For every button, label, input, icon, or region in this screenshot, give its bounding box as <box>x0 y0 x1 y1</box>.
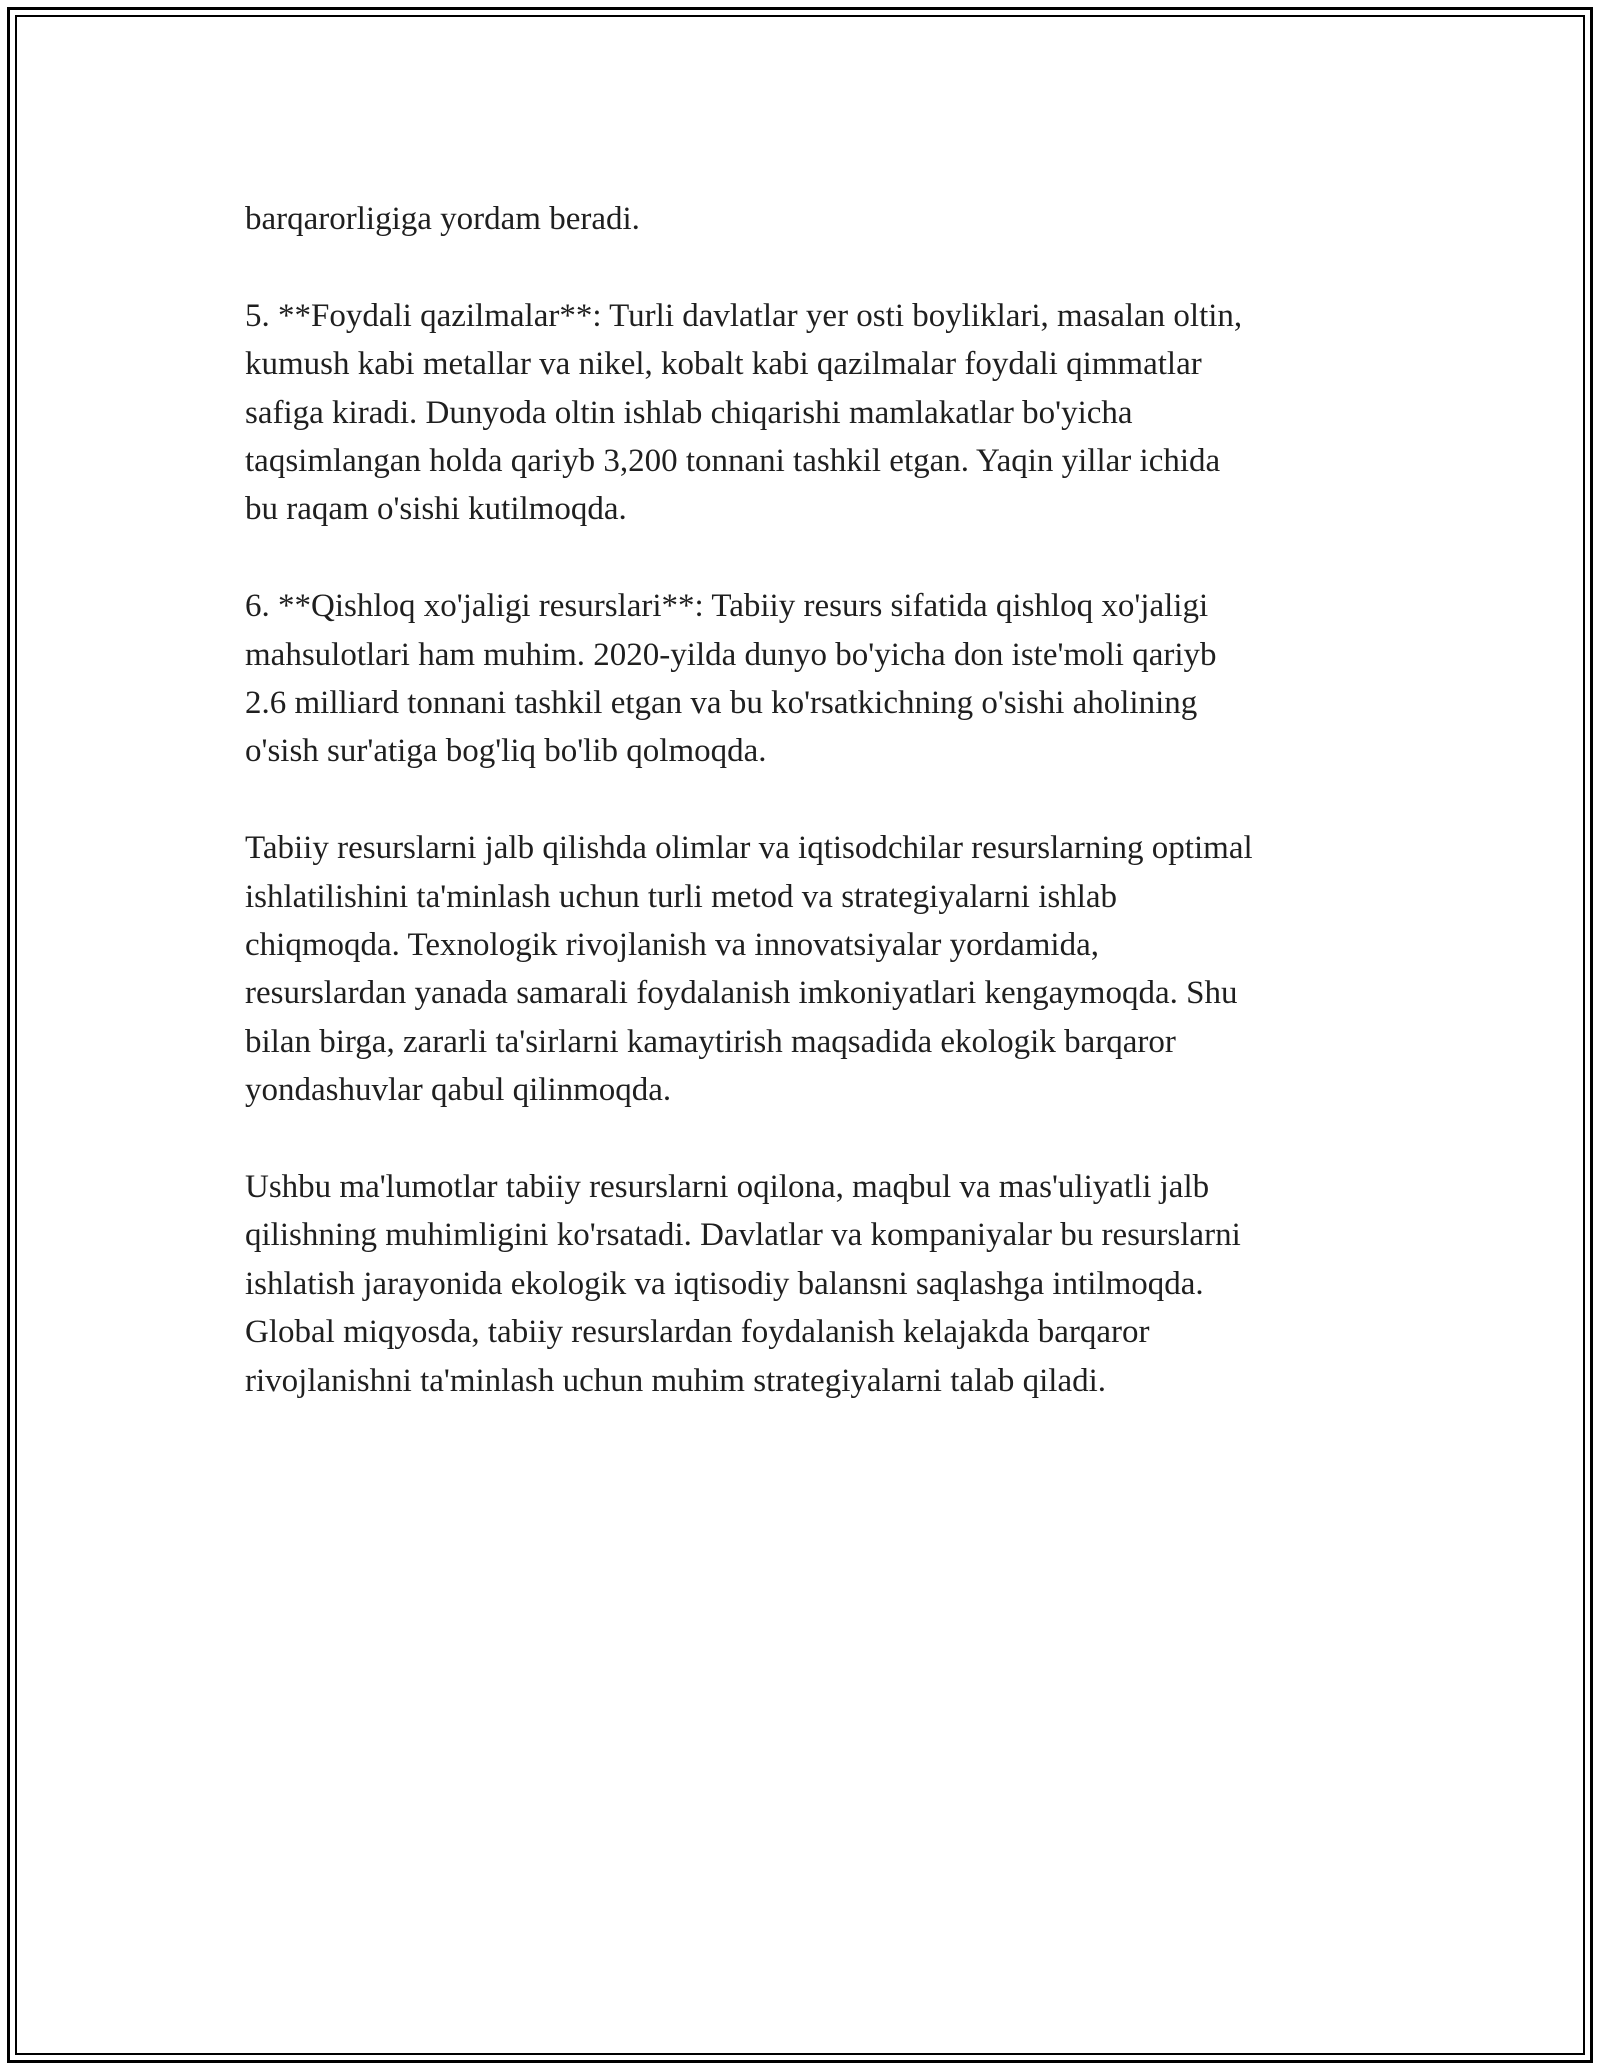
text-line: 5. **Foydali qazilmalar**: Turli davlatlar yer osti boyliklari, masalan oltin, <box>245 297 1243 334</box>
paragraph-mineral-resources <box>245 292 1385 534</box>
text-line: bu raqam o'sishi kutilmoqda. <box>245 491 627 528</box>
paragraph-conclusion <box>245 1163 1385 1405</box>
paragraph-resource-optimization <box>245 824 1385 1114</box>
text-line: yondashuvlar qabul qilinmoqda. <box>245 1072 672 1109</box>
text-line: rivojlanishni ta'minlash uchun muhim strategiyalarni talab qiladi. <box>245 1362 1107 1399</box>
text-line: 2.6 milliard tonnani tashkil etgan va bu ko'rsatkichning o'sishi aholining <box>245 685 1198 722</box>
paragraph-agricultural-resources <box>245 582 1385 776</box>
text-line: bilan birga, zararli ta'sirlarni kamaytirish maqsadida ekologik barqaror <box>245 1023 1176 1060</box>
text-line: Tabiiy resurslarni jalb qilishda olimlar va iqtisodchilar resurslarning optimal <box>245 830 1253 867</box>
text-line: Ushbu ma'lumotlar tabiiy resurslarni oqilona, maqbul va mas'uliyatli jalb <box>245 1169 1210 1206</box>
text-line: ishlatilishini ta'minlash uchun turli metod va strategiyalarni ishlab <box>245 878 1118 915</box>
text-line: taqsimlangan holda qariyb 3,200 tonnani tashkil etgan. Yaqin yillar ichida <box>245 443 1221 480</box>
text-line: qilishning muhimligini ko'rsatadi. Davlatlar va kompaniyalar bu resurslarni <box>245 1217 1241 1254</box>
text-line: ishlatish jarayonida ekologik va iqtisodiy balansni saqlashga intilmoqda. <box>245 1265 1204 1302</box>
text-line: kumush kabi metallar va nikel, kobalt kabi qazilmalar foydali qimmatlar <box>245 346 1202 383</box>
text-line: chiqmoqda. Texnologik rivojlanish va innovatsiyalar yordamida, <box>245 927 1099 964</box>
page-frame <box>7 7 1593 2063</box>
text-line: o'sish sur'atiga bog'liq bo'lib qolmoqda. <box>245 733 767 770</box>
text-line: Global miqyosda, tabiiy resurslardan foydalanish kelajakda barqaror <box>245 1314 1150 1351</box>
text-line: mahsulotlari ham muhim. 2020-yilda dunyo bo'yicha don iste'moli qariyb <box>245 636 1217 673</box>
document-body <box>245 195 1385 1453</box>
text-line: safiga kiradi. Dunyoda oltin ishlab chiqarishi mamlakatlar bo'yicha <box>245 394 1133 431</box>
text-line: 6. **Qishloq xo'jaligi resurslari**: Tabiiy resurs sifatida qishloq xo'jaligi <box>245 588 1209 625</box>
text-line: resurslardan yanada samarali foydalanish imkoniyatlari kengaymoqda. Shu <box>245 975 1238 1012</box>
paragraph-continuation <box>245 195 1385 243</box>
text-line: barqarorligiga yordam beradi. <box>245 201 640 237</box>
